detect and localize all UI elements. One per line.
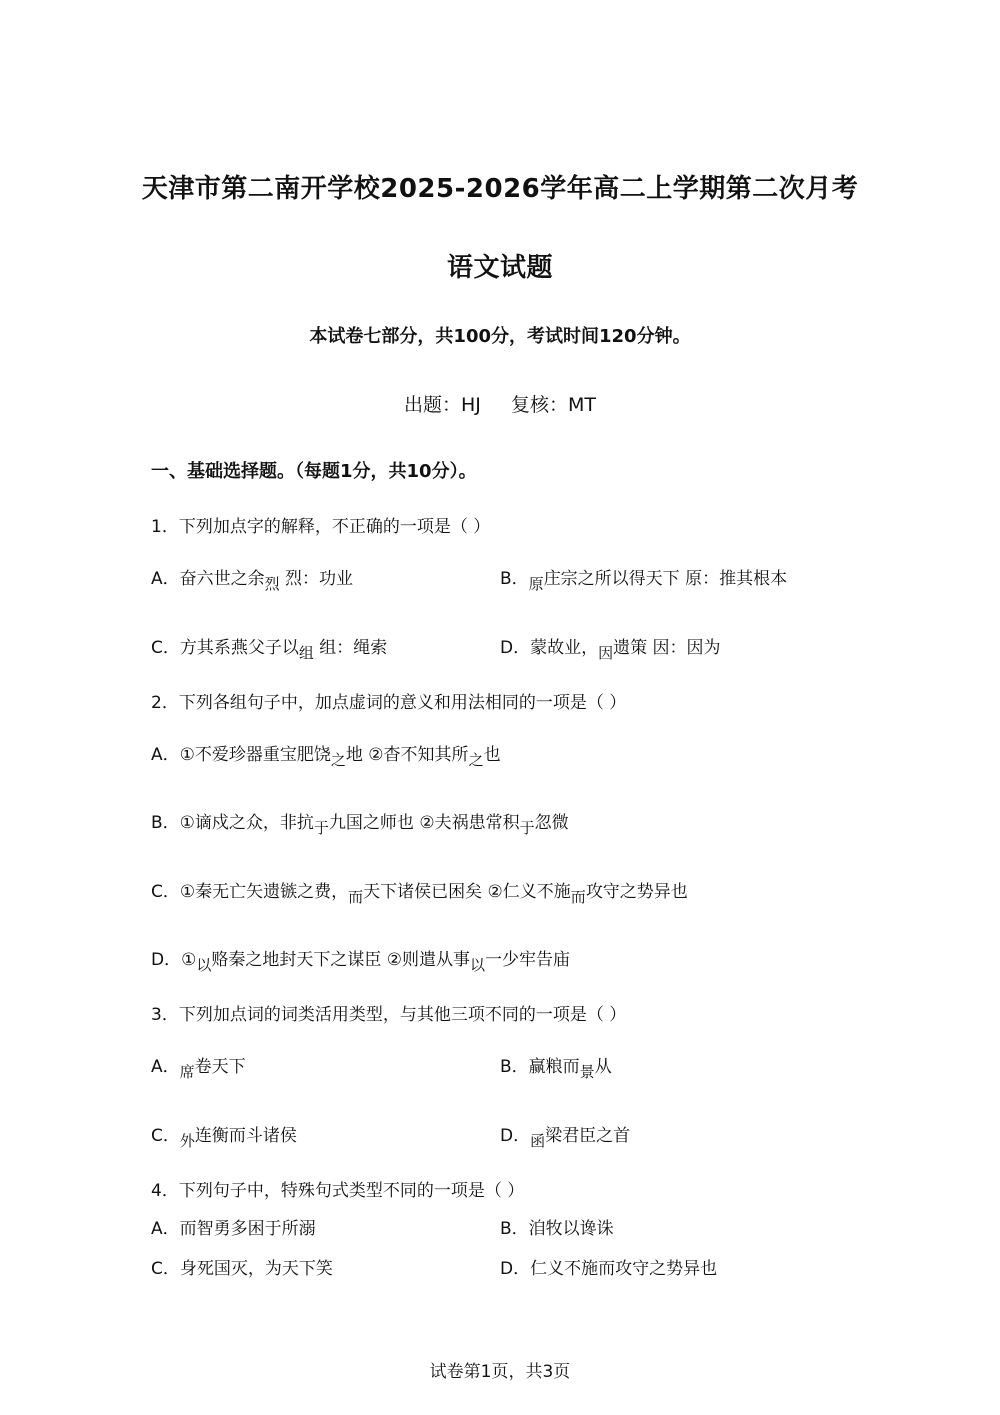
reviewer-label: 复核：MT (510, 394, 596, 416)
q4-option-d: D．仁义不施而攻守之势异也 (500, 1259, 718, 1279)
q1-option-c: C．方其系燕父子以组 组：绳索 (151, 638, 388, 662)
q3-option-d: D．函梁君臣之首 (500, 1126, 631, 1150)
q1-option-a: A．奋六世之余烈 烈：功业 (151, 569, 354, 593)
q2-option-a: A．①不爱珍器重宝肥饶之地 ②杳不知其所之也 (151, 745, 501, 769)
q2-option-c: C．①秦无亡矢遗镞之费，而天下诸侯已困矣 ②仁义不施而攻守之势异也 (151, 882, 688, 906)
q1-option-b: B．原庄宗之所以得天下 原：推其根本 (500, 569, 788, 593)
q1-stem: 1．下列加点字的解释，不正确的一项是（ ） (151, 517, 491, 537)
q2-option-b: B．①谪戍之众，非抗于九国之师也 ②夫祸患常积于忽微 (151, 813, 569, 837)
q4-option-b: B．洎牧以谗诛 (500, 1219, 614, 1239)
q2-option-d: D．①以赂秦之地封天下之谋臣 ②则遣从事以一少牢告庙 (151, 950, 571, 974)
q2-stem: 2．下列各组句子中，加点虚词的意义和用法相同的一项是（ ） (151, 693, 627, 713)
q3-stem: 3．下列加点词的词类活用类型，与其他三项不同的一项是（ ） (151, 1005, 627, 1025)
exam-subtitle: 本试卷七部分，共100分，考试时间120分钟。 (309, 326, 691, 347)
q4-option-a: A．而智勇多困于所溺 (151, 1219, 316, 1239)
q4-option-c: C．身死国灭，为天下笑 (151, 1259, 333, 1279)
page-footer: 试卷第1页，共3页 (429, 1362, 571, 1382)
exam-title-line1: 天津市第二南开学校2025-2026学年高二上学期第二次月考 (141, 174, 859, 204)
q3-option-b: B．赢粮而景从 (500, 1057, 612, 1081)
q1-option-d: D．蒙故业，因遗策 因：因为 (500, 638, 721, 662)
section-heading: 一、基础选择题。（每题1分，共10分）。 (151, 461, 477, 482)
setter-label: 出题：HJ (404, 394, 481, 416)
q3-option-c: C．外连衡而斗诸侯 (151, 1126, 297, 1150)
exam-title-line2: 语文试题 (446, 253, 553, 283)
q3-option-a: A．席卷天下 (151, 1057, 246, 1081)
authors-line (0, 390, 1000, 417)
q4-stem: 4．下列句子中，特殊句式类型不同的一项是（ ） (151, 1181, 525, 1201)
